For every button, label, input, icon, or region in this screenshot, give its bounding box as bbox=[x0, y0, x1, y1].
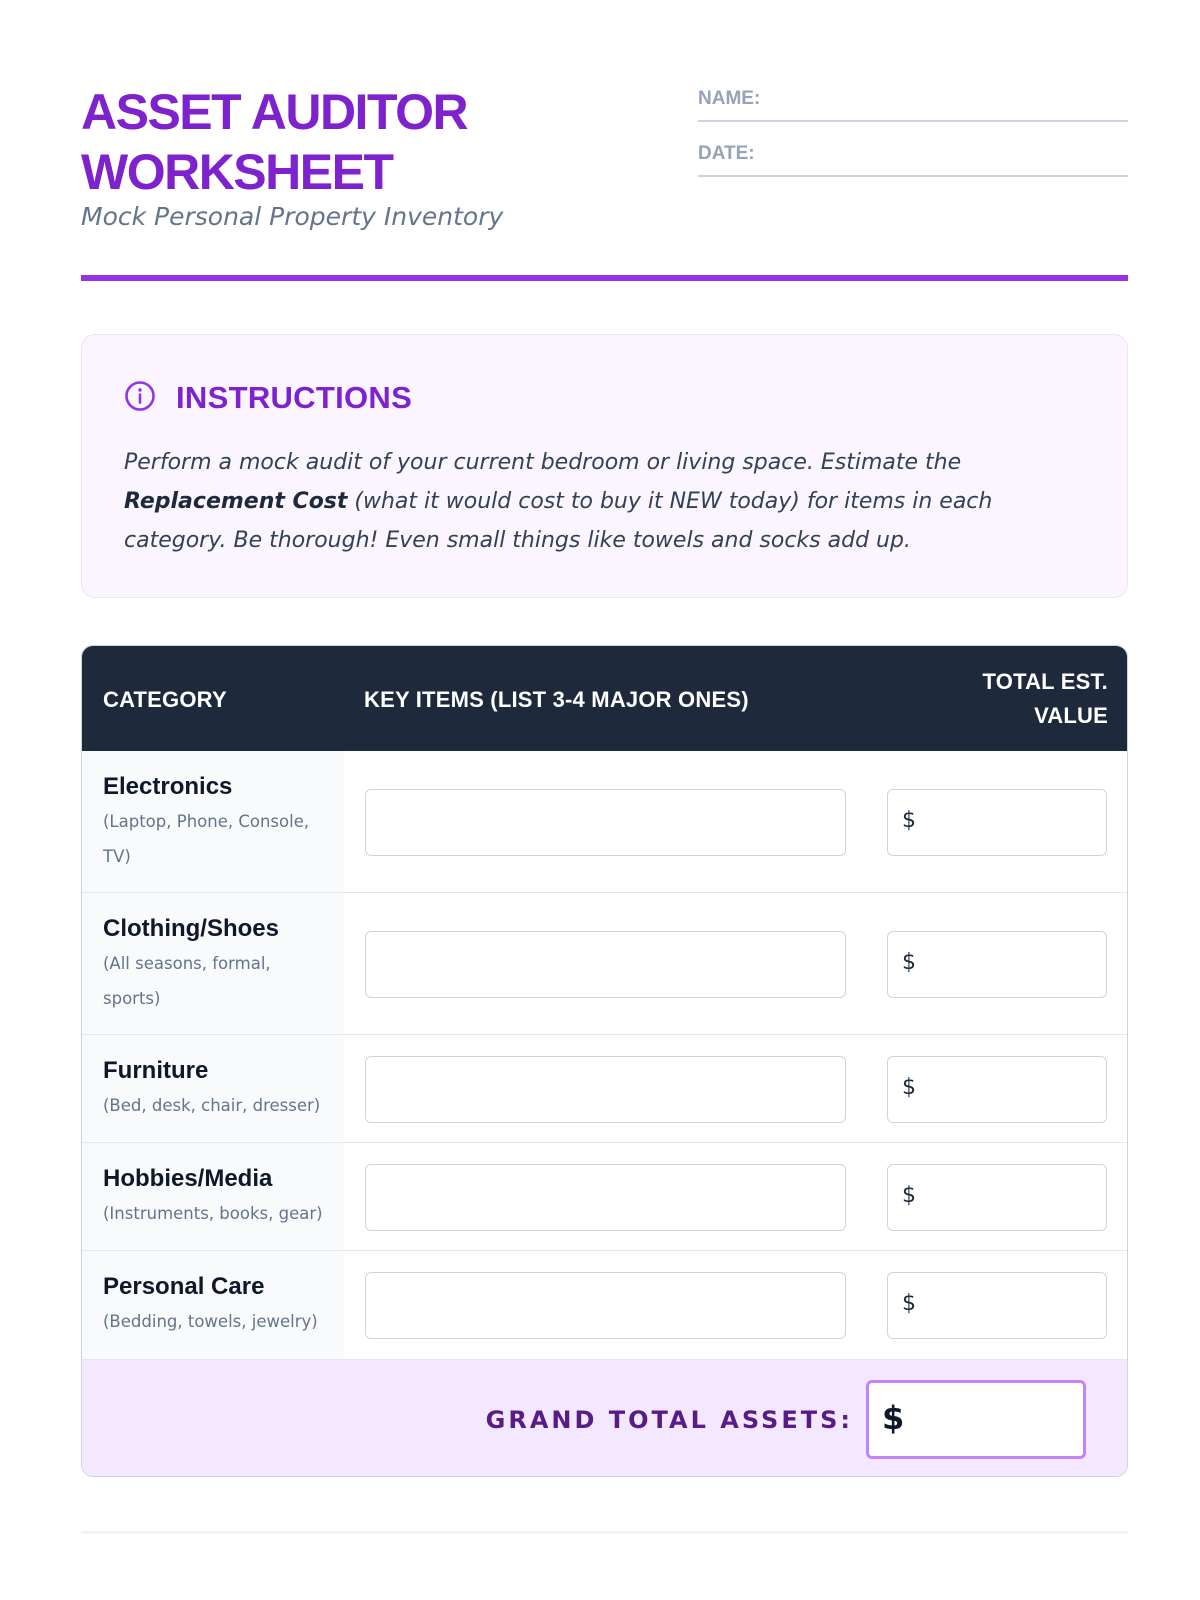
date-field[interactable] bbox=[698, 137, 1128, 177]
category-description: (Laptop, Phone, Console, TV) bbox=[103, 812, 310, 866]
header-divider bbox=[81, 275, 1128, 281]
date-label: DATE: bbox=[698, 143, 755, 164]
instructions-text bbox=[124, 443, 1024, 560]
category-description: (Bed, desk, chair, dresser) bbox=[103, 1096, 321, 1115]
column-header-category: CATEGORY bbox=[103, 687, 227, 712]
column-header-value bbox=[908, 665, 1108, 733]
category-name: Furniture bbox=[103, 1057, 209, 1084]
key-items-input[interactable] bbox=[365, 1164, 846, 1231]
table-header bbox=[82, 646, 1128, 751]
category-description: (All seasons, formal, sports) bbox=[103, 954, 271, 1008]
instructions-heading bbox=[124, 381, 412, 415]
title-line-2: WORKSHEET bbox=[81, 144, 393, 200]
instructions-text-before: Perform a mock audit of your current bedroom or living space. Estimate the bbox=[124, 450, 962, 475]
currency-symbol: $ bbox=[902, 950, 916, 975]
worksheet-header bbox=[81, 82, 1128, 282]
category-name: Personal Care bbox=[103, 1273, 265, 1300]
table-row bbox=[82, 1251, 1128, 1359]
currency-symbol: $ bbox=[902, 808, 916, 833]
currency-symbol: $ bbox=[902, 1291, 916, 1316]
column-header-value-line-2: VALUE bbox=[1034, 703, 1108, 728]
page-subtitle: Mock Personal Property Inventory bbox=[81, 202, 504, 231]
value-input[interactable] bbox=[887, 1272, 1107, 1339]
column-header-items: KEY ITEMS (LIST 3-4 MAJOR ONES) bbox=[364, 687, 749, 712]
table-row bbox=[82, 751, 1128, 893]
category-cell bbox=[82, 1251, 344, 1359]
value-input[interactable] bbox=[887, 1164, 1107, 1231]
title-line-1: ASSET AUDITOR bbox=[81, 84, 468, 140]
currency-symbol: $ bbox=[902, 1075, 916, 1100]
currency-symbol: $ bbox=[902, 1183, 916, 1208]
info-icon bbox=[124, 380, 176, 416]
grand-total-row bbox=[82, 1359, 1128, 1477]
page-title bbox=[81, 82, 641, 202]
instructions-text-after: (what it would cost to buy it NEW today) for items in each category. Be thorough! Even small things like towels and socks add up. bbox=[124, 489, 993, 553]
table-row bbox=[82, 1143, 1128, 1251]
footer-divider bbox=[81, 1531, 1128, 1534]
category-description: (Bedding, towels, jewelry) bbox=[103, 1312, 318, 1331]
worksheet-page bbox=[81, 0, 1128, 1600]
category-name: Clothing/Shoes bbox=[103, 915, 279, 942]
name-label: NAME: bbox=[698, 88, 761, 109]
inventory-table bbox=[81, 645, 1128, 1477]
category-description: (Instruments, books, gear) bbox=[103, 1204, 323, 1223]
grand-total-label: GRAND TOTAL ASSETS: bbox=[485, 1406, 853, 1434]
table-row bbox=[82, 893, 1128, 1035]
instructions-box bbox=[81, 334, 1128, 598]
value-input[interactable] bbox=[887, 931, 1107, 998]
grand-total-input[interactable] bbox=[866, 1380, 1086, 1459]
category-cell bbox=[82, 751, 344, 892]
category-name: Electronics bbox=[103, 773, 233, 800]
value-input[interactable] bbox=[887, 1056, 1107, 1123]
category-cell bbox=[82, 1143, 344, 1250]
instructions-text-bold: Replacement Cost bbox=[124, 489, 348, 514]
instructions-title: INSTRUCTIONS bbox=[176, 380, 413, 415]
key-items-input[interactable] bbox=[365, 1056, 846, 1123]
grand-total-currency: $ bbox=[882, 1399, 905, 1437]
category-name: Hobbies/Media bbox=[103, 1165, 273, 1192]
key-items-input[interactable] bbox=[365, 931, 846, 998]
value-input[interactable] bbox=[887, 789, 1107, 856]
category-cell bbox=[82, 893, 344, 1034]
column-header-value-line-1: TOTAL EST. bbox=[982, 669, 1108, 694]
name-field[interactable] bbox=[698, 82, 1128, 122]
key-items-input[interactable] bbox=[365, 1272, 846, 1339]
key-items-input[interactable] bbox=[365, 789, 846, 856]
table-row bbox=[82, 1035, 1128, 1143]
category-cell bbox=[82, 1035, 344, 1142]
